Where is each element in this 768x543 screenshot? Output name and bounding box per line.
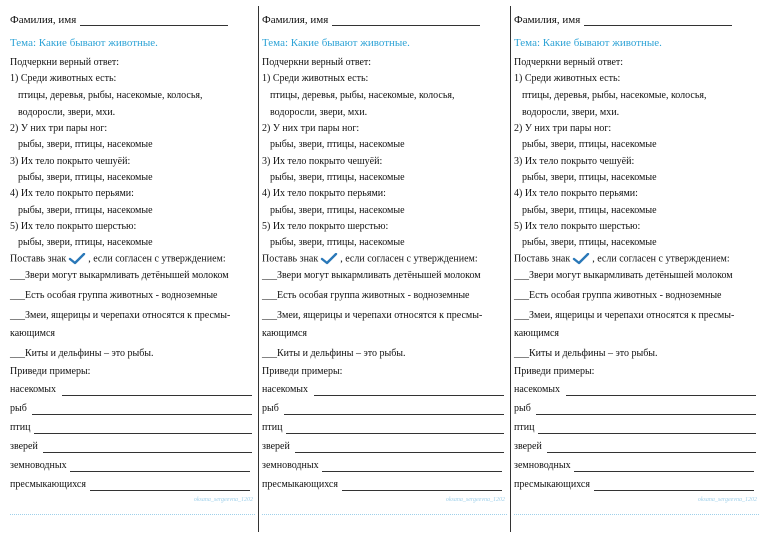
example-label-amphibians: земноводных — [10, 460, 67, 471]
watermark: oksana_sergeevna_1202 — [445, 497, 505, 503]
watermark: oksana_sergeevna_1202 — [697, 497, 757, 503]
example-answer-line-beasts[interactable] — [295, 452, 504, 453]
example-label-reptiles: пресмыкающихся — [10, 479, 86, 490]
checkmark-instruction — [10, 253, 226, 265]
question-5: 5) Их тело покрыто шерстью: — [10, 221, 137, 232]
statement-2[interactable]: ___Есть особая группа животных - водноземные — [262, 290, 470, 301]
checkmark-icon — [68, 253, 86, 265]
question-4-options[interactable]: рыбы, звери, птицы, насекомые — [18, 205, 153, 216]
question-2: 2) У них три пары ног: — [10, 123, 108, 134]
question-1-options-line-2[interactable]: водоросли, звери, мхи. — [270, 107, 368, 118]
example-answer-line-birds[interactable] — [286, 433, 504, 434]
example-label-fish: рыб — [514, 403, 531, 414]
example-label-reptiles: пресмыкающихся — [262, 479, 338, 490]
example-label-amphibians: земноводных — [262, 460, 319, 471]
name-field[interactable] — [514, 14, 732, 26]
question-5-options[interactable]: рыбы, звери, птицы, насекомые — [522, 237, 657, 248]
worksheet-column — [514, 0, 761, 543]
example-answer-line-birds[interactable] — [538, 433, 756, 434]
question-3-options[interactable]: рыбы, звери, птицы, насекомые — [18, 172, 153, 183]
example-label-insects: насекомых — [514, 384, 560, 395]
question-5-options[interactable]: рыбы, звери, птицы, насекомые — [18, 237, 153, 248]
name-blank-line[interactable] — [80, 15, 228, 26]
question-4: 4) Их тело покрыто перьями: — [262, 188, 386, 199]
statement-2[interactable]: ___Есть особая группа животных - водноземные — [10, 290, 218, 301]
name-blank-line[interactable] — [584, 15, 732, 26]
checkmark-instruction-start: Поставь знак — [10, 253, 67, 265]
question-5-options[interactable]: рыбы, звери, птицы, насекомые — [270, 237, 405, 248]
question-5: 5) Их тело покрыто шерстью: — [262, 221, 389, 232]
example-label-birds: птиц — [262, 422, 283, 433]
question-3: 3) Их тело покрыто чешуёй: — [262, 156, 383, 167]
question-3: 3) Их тело покрыто чешуёй: — [514, 156, 635, 167]
question-4: 4) Их тело покрыто перьями: — [514, 188, 638, 199]
example-answer-line-amphibians[interactable] — [70, 471, 250, 472]
question-2: 2) У них три пары ног: — [262, 123, 360, 134]
cut-line — [10, 514, 255, 515]
statement-1[interactable]: ___Звери могут выкармливать детёнышей молоком — [10, 270, 229, 281]
topic-title: Тема: Какие бывают животные. — [514, 37, 662, 49]
statement-2[interactable]: ___Есть особая группа животных - водноземные — [514, 290, 722, 301]
topic-title: Тема: Какие бывают животные. — [10, 37, 158, 49]
name-label: Фамилия, имя — [514, 14, 581, 26]
statement-1[interactable]: ___Звери могут выкармливать детёнышей молоком — [514, 270, 733, 281]
checkmark-instruction-start: Поставь знак — [262, 253, 319, 265]
checkmark-instruction-start: Поставь знак — [514, 253, 571, 265]
question-3-options[interactable]: рыбы, звери, птицы, насекомые — [522, 172, 657, 183]
question-3-options[interactable]: рыбы, звери, птицы, насекомые — [270, 172, 405, 183]
example-answer-line-reptiles[interactable] — [90, 490, 250, 491]
statement-4[interactable]: ___Киты и дельфины – это рыбы. — [514, 348, 658, 359]
name-label: Фамилия, имя — [262, 14, 329, 26]
question-1: 1) Среди животных есть: — [10, 73, 117, 84]
topic-title: Тема: Какие бывают животные. — [262, 37, 410, 49]
example-answer-line-fish[interactable] — [32, 414, 252, 415]
worksheet-column — [262, 0, 509, 543]
question-2-options[interactable]: рыбы, звери, птицы, насекомые — [522, 139, 657, 150]
example-answer-line-birds[interactable] — [34, 433, 252, 434]
column-divider — [510, 6, 511, 532]
question-1: 1) Среди животных есть: — [514, 73, 621, 84]
watermark: oksana_sergeevna_1202 — [193, 497, 253, 503]
example-label-fish: рыб — [10, 403, 27, 414]
example-answer-line-beasts[interactable] — [547, 452, 756, 453]
question-1-options-line-2[interactable]: водоросли, звери, мхи. — [522, 107, 620, 118]
question-1-options-line-1[interactable]: птицы, деревья, рыбы, насекомые, колосья, — [270, 90, 455, 101]
example-label-beasts: зверей — [262, 441, 290, 452]
example-answer-line-reptiles[interactable] — [594, 490, 754, 491]
question-1: 1) Среди животных есть: — [262, 73, 369, 84]
instruction-text: Подчеркни верный ответ: — [262, 57, 372, 68]
example-label-fish: рыб — [262, 403, 279, 414]
statement-3-continuation: кающимся — [10, 328, 56, 339]
example-answer-line-insects[interactable] — [314, 395, 504, 396]
cut-line — [514, 514, 759, 515]
example-answer-line-amphibians[interactable] — [322, 471, 502, 472]
question-1-options-line-2[interactable]: водоросли, звери, мхи. — [18, 107, 116, 118]
question-5: 5) Их тело покрыто шерстью: — [514, 221, 641, 232]
checkmark-instruction-end: , если согласен с утверждением: — [592, 253, 730, 265]
cut-line — [262, 514, 507, 515]
example-answer-line-fish[interactable] — [284, 414, 504, 415]
checkmark-icon — [572, 253, 590, 265]
question-4-options[interactable]: рыбы, звери, птицы, насекомые — [270, 205, 405, 216]
name-field[interactable] — [262, 14, 480, 26]
examples-title: Приведи примеры: — [514, 366, 595, 377]
example-answer-line-reptiles[interactable] — [342, 490, 502, 491]
instruction-text: Подчеркни верный ответ: — [514, 57, 624, 68]
name-blank-line[interactable] — [332, 15, 480, 26]
example-label-birds: птиц — [514, 422, 535, 433]
question-2-options[interactable]: рыбы, звери, птицы, насекомые — [270, 139, 405, 150]
example-answer-line-beasts[interactable] — [43, 452, 252, 453]
checkmark-icon — [320, 253, 338, 265]
example-label-insects: насекомых — [10, 384, 56, 395]
statement-3-continuation: кающимся — [514, 328, 560, 339]
name-label: Фамилия, имя — [10, 14, 77, 26]
example-answer-line-fish[interactable] — [536, 414, 756, 415]
statement-4[interactable]: ___Киты и дельфины – это рыбы. — [10, 348, 154, 359]
checkmark-instruction — [262, 253, 478, 265]
statement-3[interactable]: ___Змеи, ящерицы и черепахи относятся к пресмы- — [262, 310, 483, 321]
examples-title: Приведи примеры: — [262, 366, 343, 377]
question-2-options[interactable]: рыбы, звери, птицы, насекомые — [18, 139, 153, 150]
example-answer-line-insects[interactable] — [566, 395, 756, 396]
example-label-insects: насекомых — [262, 384, 308, 395]
statement-3[interactable]: ___Змеи, ящерицы и черепахи относятся к пресмы- — [514, 310, 735, 321]
statement-3-continuation: кающимся — [262, 328, 308, 339]
checkmark-instruction-end: , если согласен с утверждением: — [340, 253, 478, 265]
checkmark-instruction — [514, 253, 730, 265]
statement-4[interactable]: ___Киты и дельфины – это рыбы. — [262, 348, 406, 359]
question-4-options[interactable]: рыбы, звери, птицы, насекомые — [522, 205, 657, 216]
question-4: 4) Их тело покрыто перьями: — [10, 188, 134, 199]
example-label-beasts: зверей — [10, 441, 38, 452]
example-label-reptiles: пресмыкающихся — [514, 479, 590, 490]
example-label-beasts: зверей — [514, 441, 542, 452]
instruction-text: Подчеркни верный ответ: — [10, 57, 120, 68]
statement-3[interactable]: ___Змеи, ящерицы и черепахи относятся к пресмы- — [10, 310, 231, 321]
checkmark-instruction-end: , если согласен с утверждением: — [88, 253, 226, 265]
question-2: 2) У них три пары ног: — [514, 123, 612, 134]
column-divider — [258, 6, 259, 532]
question-3: 3) Их тело покрыто чешуёй: — [10, 156, 131, 167]
question-1-options-line-1[interactable]: птицы, деревья, рыбы, насекомые, колосья, — [18, 90, 203, 101]
worksheet-column — [10, 0, 257, 543]
statement-1[interactable]: ___Звери могут выкармливать детёнышей молоком — [262, 270, 481, 281]
example-answer-line-insects[interactable] — [62, 395, 252, 396]
example-label-birds: птиц — [10, 422, 31, 433]
example-label-amphibians: земноводных — [514, 460, 571, 471]
examples-title: Приведи примеры: — [10, 366, 91, 377]
name-field[interactable] — [10, 14, 228, 26]
question-1-options-line-1[interactable]: птицы, деревья, рыбы, насекомые, колосья, — [522, 90, 707, 101]
example-answer-line-amphibians[interactable] — [574, 471, 754, 472]
